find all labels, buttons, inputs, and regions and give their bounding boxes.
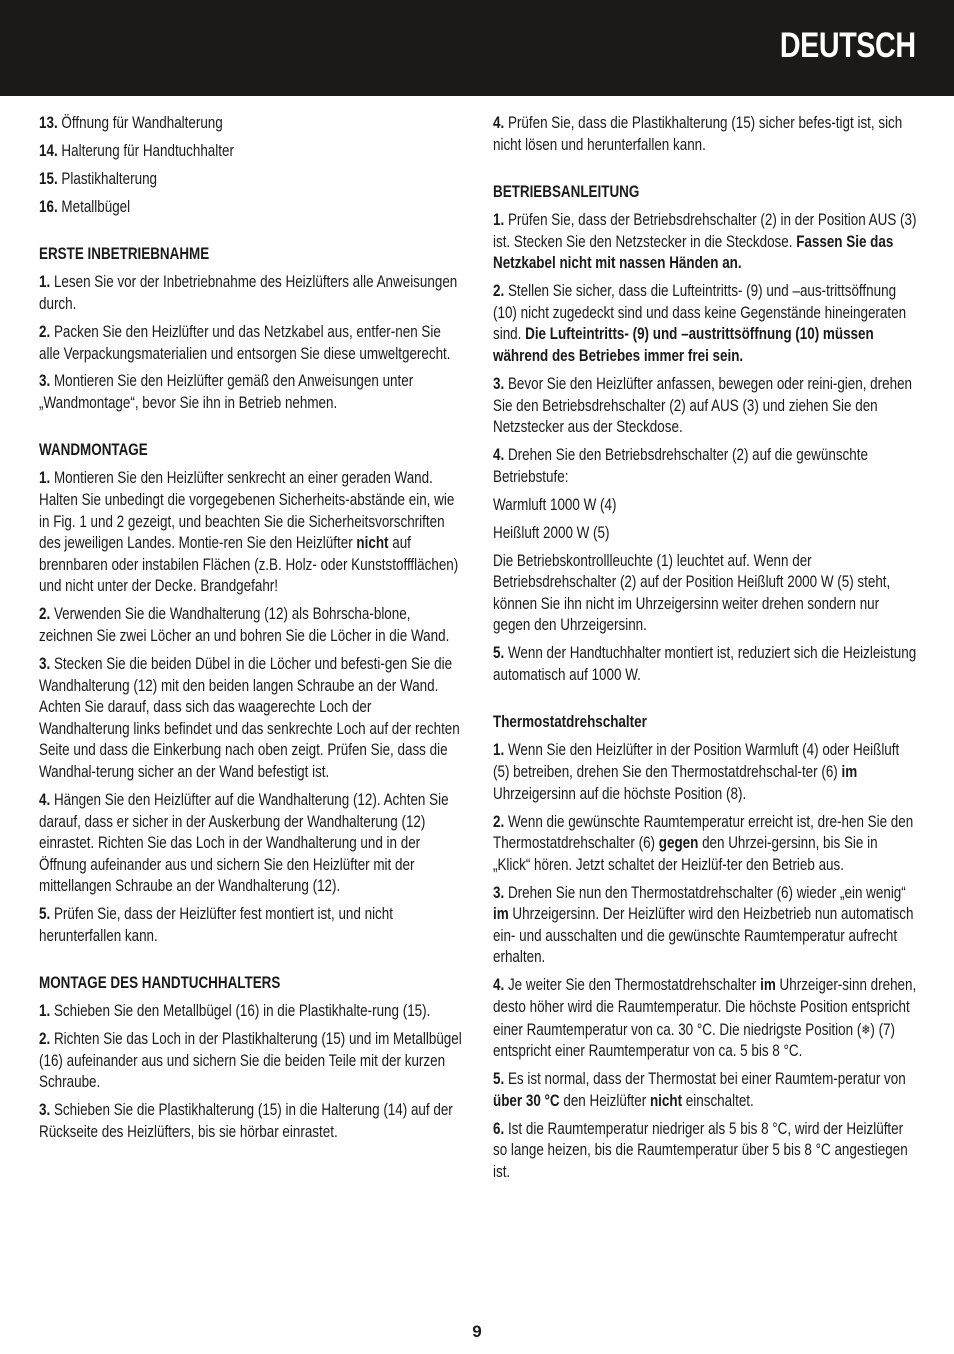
list-item: 16. Metallbügel xyxy=(39,197,131,216)
paragraph: 3. Montieren Sie den Heizlüfter gemäß den Anweisungen unter „Wandmontage“, bevor Sie ihn in Betrieb nehmen. xyxy=(39,372,414,413)
header-bar xyxy=(0,0,954,96)
paragraph: 3. Bevor Sie den Heizlüfter anfassen, bewegen oder reini-gien, drehen Sie den Betriebsdrehschalter (2) auf AUS (3) und ziehen Sie den Netzstecker aus der Steckdose. xyxy=(493,374,913,437)
paragraph: 4. Prüfen Sie, dass die Plastikhalterung (15) sicher befes-tigt ist, sich nicht lösen und herunterfallen kann. xyxy=(493,114,903,154)
paragraph: 1. Wenn Sie den Heizlüfter in der Position Warmluft (4) oder Heißluft (5) betreiben, drehen Sie den Thermostatdrehschal-ter (6) im Uhrzeigersinn auf die höchste Position (8). xyxy=(493,741,900,803)
left-column xyxy=(39,113,462,1150)
paragraph: 3. Drehen Sie nun den Thermostatdrehschalter (6) wieder „ein wenig“ im Uhrzeigersinn. Der Heizlüfter wird den Heizbetrieb nun automatisch ein- und ausschalten und die gewünschte Raumtemperatur aufrecht erhalten. xyxy=(493,883,914,967)
section-heading-wall-mount: WANDMONTAGE xyxy=(39,441,148,460)
paragraph: 3. Schieben Sie die Plastikhalterung (15) in die Halterung (14) auf der Rückseite des Heizlüfters, bis sie hörbar einrastet. xyxy=(39,1101,453,1142)
paragraph: Die Betriebskontrollleuchte (1) leuchtet auf. Wenn der Betriebsdrehschalter (2) auf der Position Heißluft 2000 W (5) steht, können Sie ihn nicht im Uhrzeigersinn weiter drehen sondern nur gegen den Uhrzeigersinn. xyxy=(493,551,891,635)
section-heading-towel-mount: MONTAGE DES HANDTUCHHALTERS xyxy=(39,974,281,993)
mode-warm: Warmluft 1000 W (4) xyxy=(493,495,617,514)
section-heading-operation: BETRIEBSANLEITUNG xyxy=(493,182,640,201)
paragraph: 2. Richten Sie das Loch in der Plastikhalterung (15) und im Metallbügel (16) aufeinander aus und sichern Sie die beiden Teile mit der kurzen Schraube. xyxy=(39,1030,462,1092)
paragraph: 5. Prüfen Sie, dass der Heizlüfter fest montiert ist, und nicht herunterfallen kann. xyxy=(39,905,393,945)
list-item: 15. Plastikhalterung xyxy=(39,169,158,188)
paragraph: 1. Lesen Sie vor der Inbetriebnahme des Heizlüfters alle Anweisungen durch. xyxy=(39,273,458,313)
paragraph: 2. Verwenden Sie die Wandhalterung (12) als Bohrscha-blone, zeichnen Sie zwei Löcher an und bohren Sie die Löcher in die Wand. xyxy=(39,605,450,645)
mode-hot: Heißluft 2000 W (5) xyxy=(493,523,610,542)
paragraph: 4. Je weiter Sie den Thermostatdrehschalter im Uhrzeiger-sinn drehen, desto höher wird die Raumtemperatur. Die höchste Position entspricht einer Raumtemperatur von ca. 30 °C. Die niedrigste Position (❄) (7) entspricht einer Raumtemperatur von ca. 5 bis 8 °C. xyxy=(493,976,917,1061)
right-column xyxy=(493,113,918,1190)
list-item: 14. Halterung für Handtuchhalter xyxy=(39,141,234,160)
parts-list xyxy=(39,113,462,219)
paragraph: 1. Montieren Sie den Heizlüfter senkrecht an einer geraden Wand. Halten Sie unbedingt die vorgegebenen Sicherheits-abstände ein, wie in Fig. 1 und 2 gezeigt, und beachten Sie die Sicherheitsvorschriften des jeweiligen Landes. Montie-ren Sie den Heizlüfter nicht auf brennbaren oder instabilen Flächen (z.B. Holz- oder Kunststoffflächen) und nicht unter der Decke. Brandgefahr! xyxy=(39,469,459,596)
list-item: 13. Öffnung für Wandhalterung xyxy=(39,114,223,132)
paragraph: 5. Wenn der Handtuchhalter montiert ist, reduziert sich die Heizleistung automatisch auf 1000 W. xyxy=(493,644,917,684)
paragraph: 6. Ist die Raumtemperatur niedriger als 5 bis 8 °C, wird der Heizlüfter so lange heizen, bis die Raumtemperatur über 5 bis 8 °C angestiegen ist. xyxy=(493,1119,908,1181)
paragraph: 4. Hängen Sie den Heizlüfter auf die Wandhalterung (12). Achten Sie darauf, dass er sicher in der Auskerbung der Wandhalterung (12) einrastet. Richten Sie das Loch in der Wandhalterung und in der Öffnung aufeinander aus und sichern Sie den Heizlüfter mit der mittellangen Schraube an der Wandhalterung (12). xyxy=(39,790,449,896)
paragraph: 2. Packen Sie den Heizlüfter und das Netzkabel aus, entfer-nen Sie alle Verpackungsmaterialien und entsorgen Sie diese umweltgerecht. xyxy=(39,322,451,363)
paragraph: 3. Stecken Sie die beiden Dübel in die Löcher und befesti-gen Sie die Wandhalterung (12) mit den beiden langen Schraube an der Wand. Achten Sie darauf, dass sich das waagerechte Loch der Wandhalterung links befindet und das senkrechte Loch auf der rechten Seite und dass die Einkerbung nach oben zeigt. Prüfen Sie, dass die Wandhal-terung sicher an der Wand befestigt ist. xyxy=(39,654,460,781)
page-number: 9 xyxy=(472,1322,482,1341)
snowflake-icon: ❄ xyxy=(861,1021,871,1037)
paragraph: 2. Stellen Sie sicher, dass die Lufteintritts- (9) und –aus-trittsöffnung (10) nicht zugedeckt sind und dass keine Gegenstände hineingeraten sind. Die Lufteintritts- (9) und –austrittsöffnung (10) müssen während des Betriebes immer frei sein. xyxy=(493,282,907,365)
paragraph: 5. Es ist normal, dass der Thermostat bei einer Raumtem-peratur von über 30 °C den Heizlüfter nicht einschaltet. xyxy=(493,1070,906,1110)
section-heading-thermostat: Thermostatdrehschalter xyxy=(493,713,647,732)
language-title: DEUTSCH xyxy=(780,26,916,65)
paragraph: 2. Wenn die gewünschte Raumtemperatur erreicht ist, dre-hen Sie den Thermostatdrehschalter (6) gegen den Uhrzei-gersinn, bis Sie in „Klick“ hören. Jetzt schaltet der Heizlüf-ter den Betrieb aus. xyxy=(493,812,914,874)
paragraph: 1. Prüfen Sie, dass der Betriebsdrehschalter (2) in der Position AUS (3) ist. Stecken Sie den Netzstecker in die Steckdose. Fassen Sie das Netzkabel nicht mit nassen Händen an. xyxy=(493,210,917,273)
paragraph: 1. Schieben Sie den Metallbügel (16) in die Plastikhalte-rung (15). xyxy=(39,1002,431,1021)
section-heading-first-use: ERSTE INBETRIEBNAHME xyxy=(39,245,210,264)
paragraph: 4. Drehen Sie den Betriebsdrehschalter (2) auf die gewünschte Betriebstufe: xyxy=(493,446,868,486)
